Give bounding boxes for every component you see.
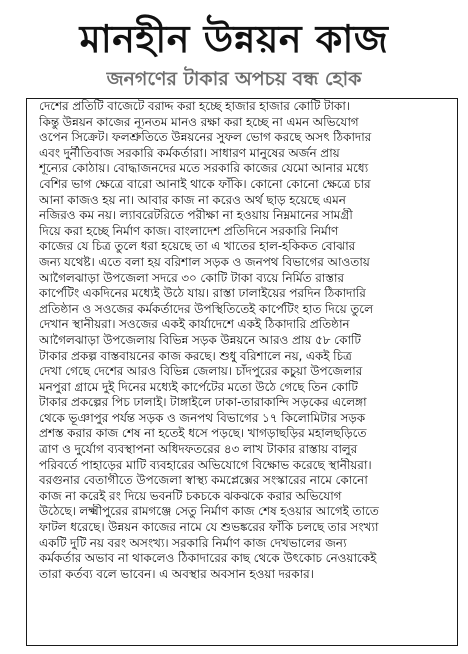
text-line: একটি দুটি নয় বরং অসংখ্য। সরকারি নির্মাণ কাজ দেখভালের জন্য xyxy=(39,535,347,550)
text-line: টাকার প্রকল্প বাস্তবায়নের কাজ করছে। শুধু বরিশালে নয়, একই চিত্র xyxy=(39,348,352,363)
text-line: শূন্যের কোঠায়। বোদ্ধাজনদের মতে সরকারি কাজের যেমো আনার মধ্যে xyxy=(39,161,369,176)
text-line: দিয়ে করা হচ্ছে নির্মাণ কাজ। বাংলাদেশ প্রতিদিনে সরকারি নির্মাণ xyxy=(39,223,339,238)
text-line: আগৈলঝাড়া উপজেলা সদরে ৩০ কোটি টাকা ব্যয়ে নির্মিত রাস্তার xyxy=(39,270,344,285)
text-line: বেশির ভাগ ক্ষেত্রে বারো আনাই থাকে ফাঁকি। কোনো কোনো ক্ষেত্রে চার xyxy=(39,176,371,191)
subheadline-area xyxy=(0,64,468,94)
text-line: থেকে ভূঞাপুর পর্যন্ত সড়ক ও জনপথ বিভাগের ১৭ কিলোমিটার সড়ক xyxy=(39,410,366,425)
text-line: পরিবর্তে পাহাড়ের মাটি ব্যবহারের অভিযোগে বিক্ষোভ করেছে স্থানীয়রা। xyxy=(39,457,372,472)
article-body xyxy=(26,98,458,646)
text-line: টাকার প্রকল্পের পিচ ঢালাই। টাঙ্গাইলে ঢাকা-তারাকান্দি সড়কের এলেঙ্গা xyxy=(39,395,367,410)
subheadline: জনগণের টাকার অপচয় বন্ধ হোক xyxy=(106,68,362,90)
text-line: কিন্তু উন্নয়ন কাজের ন্যূনতম মানও রক্ষা করা হচ্ছে না এমন অভিযোগ xyxy=(39,114,359,129)
text-line: আনা কাজও হয় না। আবার কাজ না করেও অর্থ ছাড় হয়েছে এমন xyxy=(39,192,346,207)
text-line: কার্পেটিং একদিনের মধ্যেই উঠে যায়। রাস্তা ঢালাইয়ের পরদিন ঠিকাদারি xyxy=(39,286,366,301)
text-line: কাজ না করেই রং দিয়ে ভবনটি চকচকে ঝকঝকে করার অভিযোগ xyxy=(39,488,342,503)
text-line: তারা কর্তব্য বলে ভাবেন। এ অবস্থার অবসান হওয়া দরকার। xyxy=(39,566,314,581)
text-line: উঠেছে। লক্ষ্মীপুরের রামগঞ্জে সেতু নির্মাণ কাজ শেষ হওয়ার আগেই তাতে xyxy=(39,504,379,519)
text-line: দেখান স্থানীয়রা। সওজের একই কার্যাদেশে একই ঠিকাদারি প্রতিষ্ঠান xyxy=(39,317,350,332)
text-line: ত্রাণ ও দুর্যোগ ব্যবস্থাপনা অধিদফতরের ৪৩ লাখ টাকার রাস্তায় বালুর xyxy=(39,442,358,457)
text-line: আগৈলঝাড়া উপজেলায় বিভিন্ন সড়ক উন্নয়নে আরও প্রায় ৫৮ কোটি xyxy=(39,332,361,347)
text-line: এবং দুর্নীতিবাজ সরকারি কর্মকর্তারা। সাধারণ মানুষের অর্জন প্রায় xyxy=(39,145,340,160)
text-line: জন্য যথেষ্ট। এতে বলা হয় বরিশাল সড়ক ও জনপথ বিভাগের আওতায় xyxy=(39,254,370,269)
text-line: ওপেন সিক্রেট। ফলশ্রুতিতে উন্নয়নের সুফল ভোগ করছে অসৎ ঠিকাদার xyxy=(39,130,372,145)
headline-area xyxy=(0,14,468,64)
text-line: দেখা গেছে দেশের আরও বিভিন্ন জেলায়। চাঁদপুরের কচুয়া উপজেলার xyxy=(39,364,363,379)
text-line: নজিরও কম নয়। ল্যাবরেটরিতে পরীক্ষা না হওয়ায় নিম্নমানের সামগ্রী xyxy=(39,208,353,223)
text-line: কাজের যে চিত্র তুলে ধরা হয়েছে তা এ খাতের হাল-হকিকত বোঝার xyxy=(39,239,356,254)
text-line: দেশের প্রতিটি বাজেটে বরাদ্দ করা হচ্ছে হাজার হাজার কোটি টাকা। xyxy=(39,99,350,113)
text-line: ফাটল ধরেছে। উন্নয়ন কাজের নামে যে শুভঙ্করের ফাঁকি চলছে তার সংখ্যা xyxy=(39,520,379,535)
text-line: প্রতিষ্ঠান ও সওজের কর্মকর্তাদের উপস্থিতিতেই কার্পেটিং হাত দিয়ে তুলে xyxy=(39,301,373,316)
text-line: বরগুনার বেতাগীতে উপজেলা স্বাস্থ্য কমপ্লেক্সের সংস্কারের নামে কোনো xyxy=(39,473,368,488)
text-line: কর্মকর্তার অভাব না থাকলেও ঠিকাদারের কাছ থেকে উৎকোচ নেওয়াকেই xyxy=(39,551,377,566)
text-line: মনপুরা গ্রামে দুই দিনের মধ্যেই কার্পেটের মতো উঠে গেছে তিন কোটি xyxy=(39,379,358,394)
headline: মানহীন উন্নয়ন কাজ xyxy=(79,17,389,61)
text-line: প্রশস্ত করার কাজ শেষ না হতেই ধসে পড়ছে। খাগড়াছড়ির মহালছড়িতে xyxy=(39,426,367,441)
